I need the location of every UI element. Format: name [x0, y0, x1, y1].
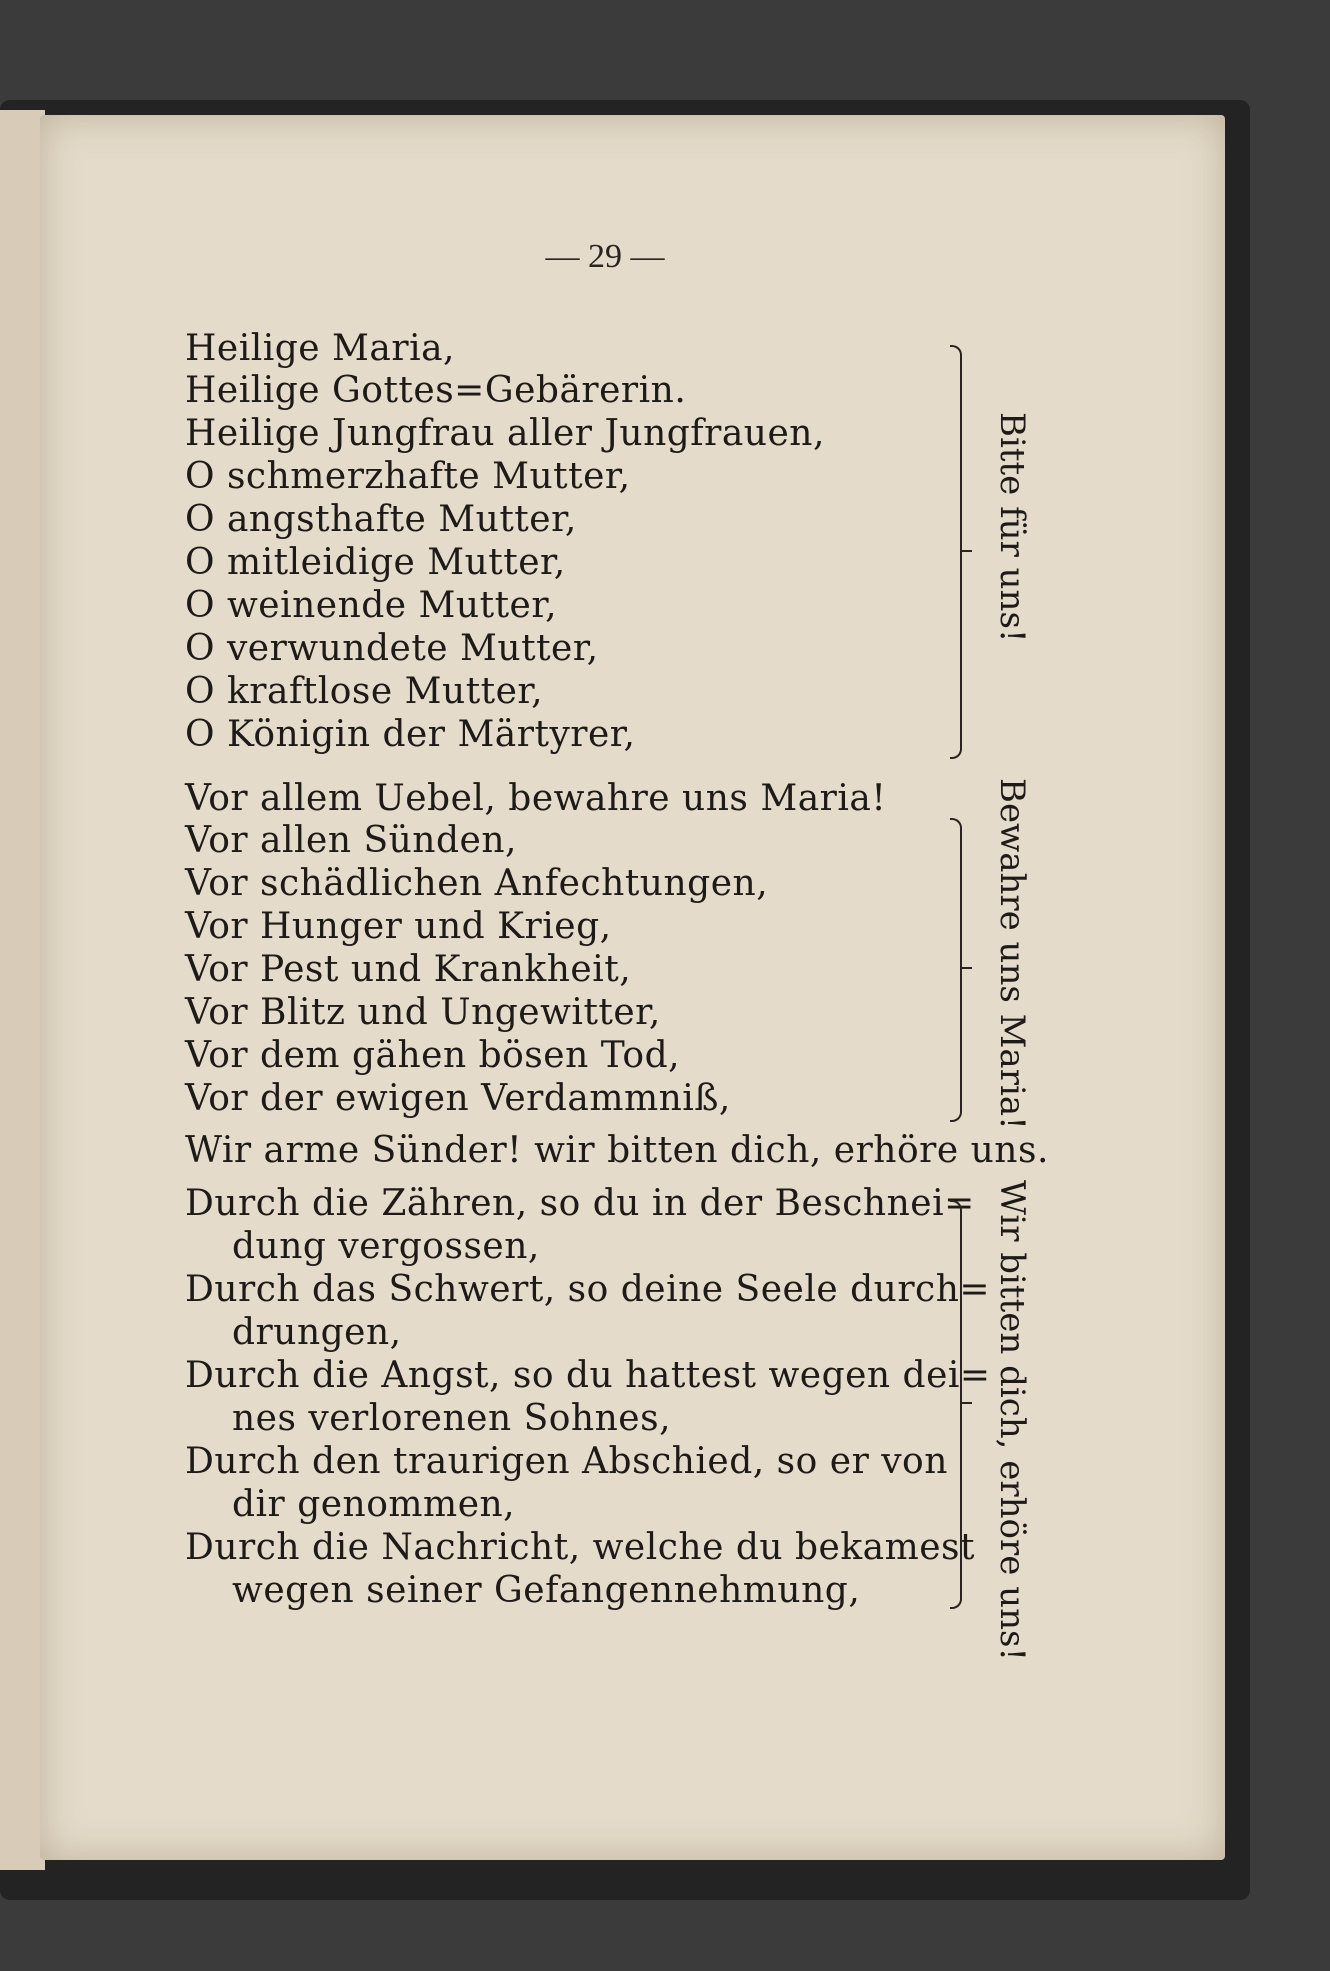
litany-line: O weinende Mutter,: [185, 585, 558, 626]
page-number: — 29 —: [545, 238, 665, 275]
litany-line: O kraftlose Mutter,: [185, 671, 544, 712]
litany-line: Vor Blitz und Ungewitter,: [185, 992, 661, 1033]
litany-line: Heilige Maria,: [185, 328, 455, 369]
litany-heading: Vor allem Uebel, bewahre uns Maria!: [185, 778, 887, 819]
litany-line: Durch die Angst, so du hattest wegen dei=: [185, 1355, 991, 1396]
litany-line: O schmerzhafte Mutter,: [185, 456, 631, 497]
brace-point: [962, 967, 972, 969]
litany-line: Heilige Gottes=Gebärerin.: [185, 370, 687, 411]
litany-line: O angsthafte Mutter,: [185, 499, 577, 540]
litany-line: Durch das Schwert, so deine Seele durch=: [185, 1269, 991, 1310]
litany-line: Heilige Jungfrau aller Jungfrauen,: [185, 413, 825, 454]
brace-point: [962, 550, 972, 552]
brace-section3: [950, 1200, 962, 1609]
litany-line: Durch die Zähren, so du in der Beschnei=: [185, 1183, 975, 1224]
response-bewahre: Bewahre uns Maria!: [992, 778, 1032, 1130]
litany-line: Vor Pest und Krankheit,: [185, 949, 632, 990]
litany-line: O verwundete Mutter,: [185, 628, 599, 669]
litany-line-cont: wegen seiner Gefangennehmung,: [232, 1570, 861, 1611]
litany-line-cont: dir genommen,: [232, 1484, 516, 1525]
litany-line: Durch die Nachricht, welche du bekamest: [185, 1527, 976, 1568]
litany-line-cont: drungen,: [232, 1312, 402, 1353]
litany-line-cont: dung vergossen,: [232, 1226, 540, 1267]
brace-section1: [950, 345, 962, 759]
litany-line: O mitleidige Mutter,: [185, 542, 566, 583]
litany-line: Durch den traurigen Abschied, so er von: [185, 1441, 948, 1482]
litany-closing: Wir arme Sünder! wir bitten dich, erhöre uns.: [185, 1130, 1049, 1171]
response-wir-bitten: Wir bitten dich, erhöre uns!: [992, 1180, 1032, 1662]
litany-line: Vor dem gähen bösen Tod,: [185, 1035, 681, 1076]
litany-line: Vor der ewigen Verdammniß,: [185, 1078, 731, 1119]
litany-line-cont: nes verlorenen Sohnes,: [232, 1398, 672, 1439]
brace-point: [962, 1402, 972, 1404]
litany-line: Vor Hunger und Krieg,: [185, 906, 612, 947]
brace-section2: [950, 818, 962, 1122]
response-bitte: Bitte für uns!: [992, 412, 1032, 643]
litany-line: Vor allen Sünden,: [185, 820, 517, 861]
litany-line: O Königin der Märtyrer,: [185, 714, 636, 755]
litany-line: Vor schädlichen Anfechtungen,: [185, 863, 769, 904]
page-gutter: [0, 110, 45, 1870]
